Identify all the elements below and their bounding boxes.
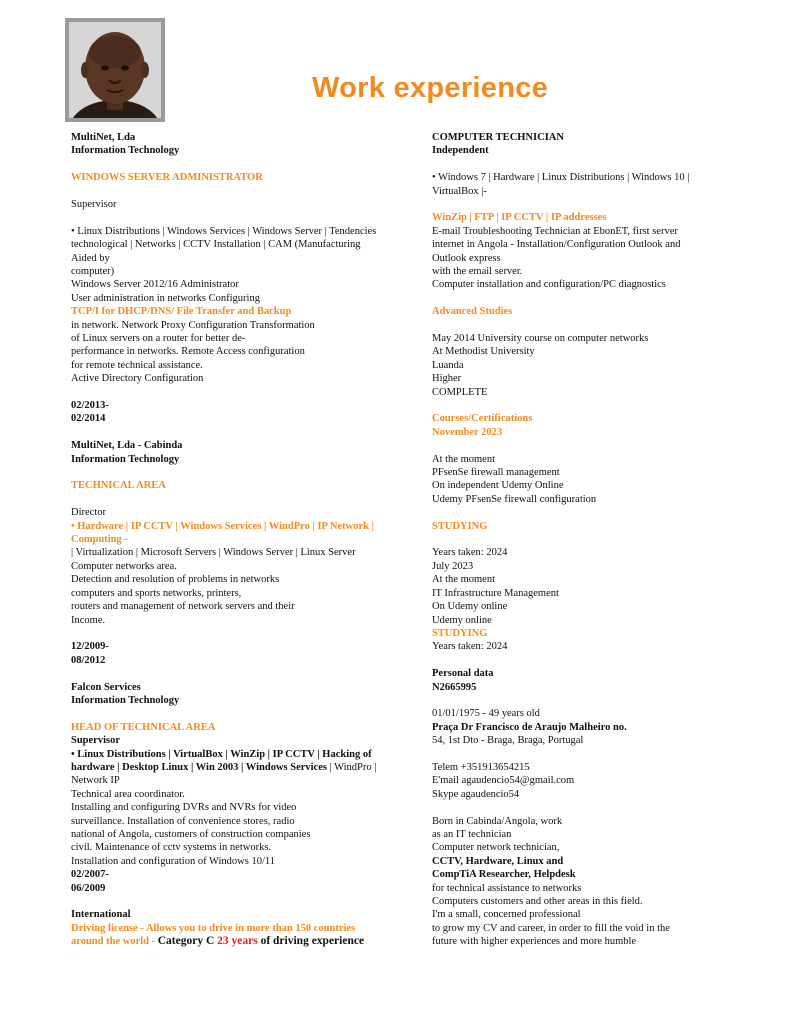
personal-id: N2665995	[432, 681, 477, 693]
right-job-role: COMPUTER TECHNICIAN	[432, 132, 564, 143]
job2-date-end: 08/2012	[71, 654, 106, 666]
job2-field: Information Technology	[71, 453, 180, 465]
job3-field: Information Technology	[71, 694, 180, 706]
profile-photo	[69, 22, 161, 118]
job3-level: Supervisor	[71, 735, 121, 747]
job1-desc-a: • Linux Distributions | Windows Services | Windows Server | Tendencies technological | Networks | CCTV Installation | CAM (Manufacturing Aided by computer) Windows Server 2012/16 Administrator User administration in networks Configuring	[71, 225, 377, 304]
job1-company: MultiNet, Lda	[71, 132, 136, 143]
job3-skills-1: • Linux Distributions | VirtualBox | WinZip | IP CCTV | Hacking of	[71, 748, 372, 760]
personal-address-bold: Praça Dr Francisco de Araujo Malheiro no.	[432, 721, 627, 733]
personal-skype: Skype agaudencio54	[432, 788, 520, 800]
advanced-desc: May 2014 University course on computer networks At Methodist University Luanda Higher COMPLETE	[432, 333, 649, 398]
job1-role: WINDOWS SERVER ADMINISTRATOR	[71, 172, 263, 184]
job3-company: Falcon Services	[71, 681, 141, 693]
license-line-2: around the world - Category C 23 years of driving experience	[71, 935, 365, 948]
personal-birth: 01/01/1975 - 49 years old	[432, 708, 540, 720]
job3-date-end: 06/2009	[71, 882, 106, 894]
job2-highlight-1: • Hardware | IP CCTV | Windows Services | WindPro | IP Network |	[71, 520, 374, 532]
studying-desc: Years taken: 2024 July 2023 At the moment IT Infrastructure Management On Udemy online Udemy online	[432, 547, 559, 626]
bio-bold-1: CCTV, Hardware, Linux and	[432, 855, 564, 867]
job2-role: TECHNICAL AREA	[71, 480, 166, 492]
job2-date-start: 12/2009-	[71, 641, 109, 653]
personal-phone: Telem +351913654215	[432, 761, 530, 773]
courses-heading: Courses/Certifications	[432, 413, 533, 425]
job1-date-start: 02/2013-	[71, 400, 109, 412]
courses-desc: At the moment PFsenSe firewall management On independent Udemy Online Udemy PFsenSe firewall configuration	[432, 453, 597, 505]
person-icon	[69, 22, 161, 118]
studying-heading: STUDYING	[432, 520, 488, 532]
studying-heading-2: STUDYING	[432, 627, 488, 639]
job1-desc-b: in network. Network Proxy Configuration Transformation of Linux servers on a router for better de- performance in networks. Remote Access configuration for remote technical assistance. Active Directory Configuration	[71, 319, 315, 385]
personal-email[interactable]: E'mail agaudencio54@gmail.com	[432, 775, 575, 787]
job2-company: MultiNet, Lda - Cabinda	[71, 440, 183, 452]
job2-highlight-2: Computing -	[71, 534, 128, 546]
right-job-desc-a: • Windows 7 | Hardware | Linux Distributions | Windows 10 | VirtualBox |-	[432, 172, 690, 197]
courses-date: November 2023	[432, 426, 503, 438]
right-job-type: Independent	[432, 145, 489, 157]
job3-date-start: 02/2007-	[71, 869, 109, 881]
right-job-desc-b: E-mail Troubleshooting Technician at EbonET, first server internet in Angola - Installation/Configuration Outlook and Outlook express with the email server. Computer installation and configuration/PC diagnostics	[432, 225, 681, 291]
right-column	[432, 131, 732, 949]
page-title: Work experience	[312, 72, 549, 104]
job1-field: Information Technology	[71, 145, 180, 157]
bio-bold-2: CompTiA Researcher, Helpdesk	[432, 869, 576, 881]
personal-heading: Personal data	[432, 668, 494, 680]
job3-role: HEAD OF TECHNICAL AREA	[71, 721, 216, 733]
advanced-heading: Advanced Studies	[432, 306, 513, 318]
job2-level: Director	[71, 507, 106, 519]
job2-desc: | Virtualization | Microsoft Servers | Windows Server | Linux Server Computer networks area. Detection and resolution of problems in networks computers and sports networks, printers, routers and management of network servers and their Income.	[71, 547, 356, 626]
job1-level: Supervisor	[71, 199, 117, 210]
job1-highlight: TCP/I for DHCP/DNS/ File Transfer and Backup	[71, 306, 292, 318]
job1-date-end: 02/2014	[71, 413, 106, 425]
job3-desc: Network IP Technical area coordinator. Installing and configuring DVRs and NVRs for video surveillance. Installation of convenience stores, radio national of Angola, customers of construction companies civil. Maintenance of cctv systems in networks. Installation and configuration of Windows 10/11	[71, 775, 311, 867]
personal-address: 54, 1st Dto - Braga, Braga, Portugal	[432, 735, 584, 747]
right-job-highlight: WinZip | FTP | IP CCTV | IP addresses	[432, 212, 607, 224]
license-heading: International	[71, 909, 131, 921]
bio-a: Born in Cabinda/Angola, work as an IT technician Computer network technician,	[432, 815, 563, 854]
job3-skills-2: hardware | Desktop Linux | Win 2003 | Windows Services | WindPro |	[71, 761, 377, 773]
left-column	[71, 131, 416, 949]
studying-line-2: Years taken: 2024	[432, 641, 508, 653]
license-line-1: Driving license - Allows you to drive in more than 150 countries	[71, 922, 356, 934]
bio-b: for technical assistance to networks Computers customers and other areas in this field. I'm a small, concerned professional to grow my CV and career, in order to fill the void in the future with higher experiences and more humble	[432, 882, 670, 948]
profile-photo-frame	[65, 18, 165, 122]
